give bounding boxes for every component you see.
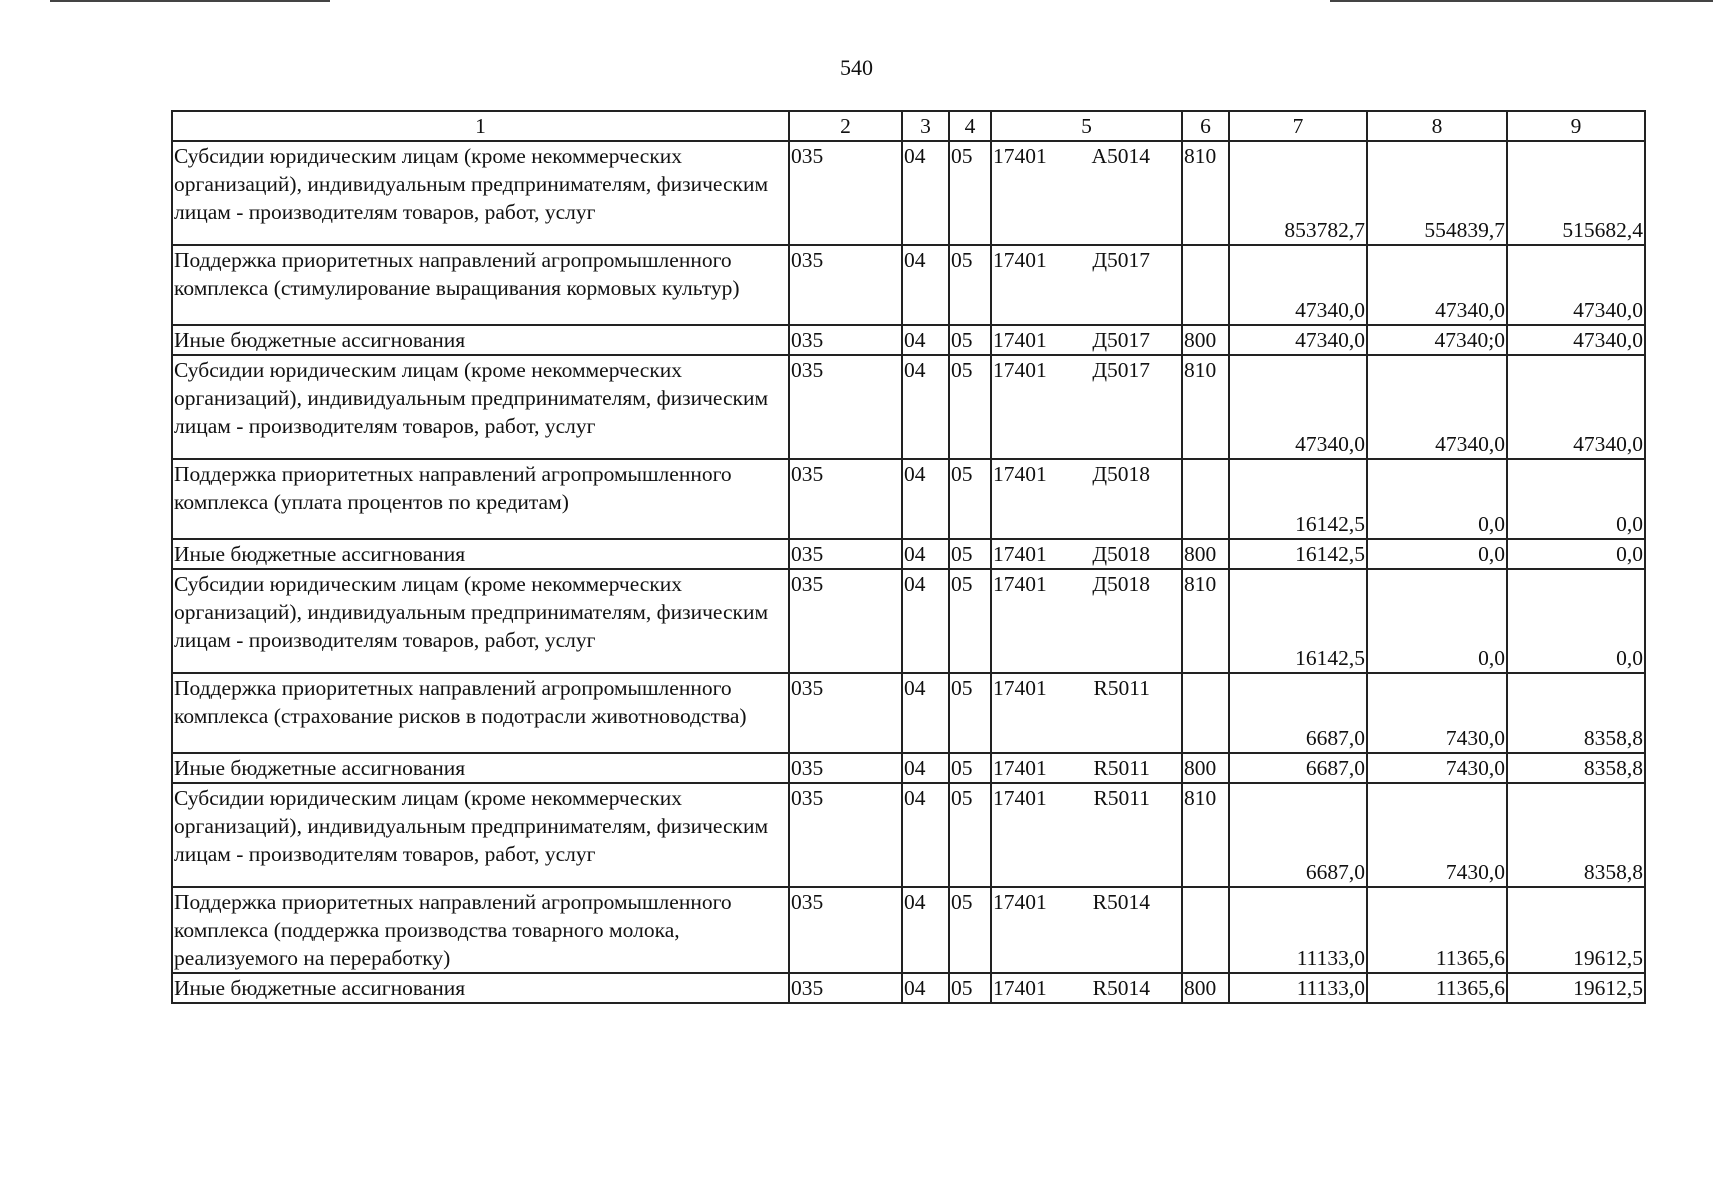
row-expense-type: 800	[1182, 325, 1229, 355]
table-row	[172, 973, 1645, 1003]
row-target-article-program: 17401	[993, 144, 1047, 168]
header-col-5: 5	[991, 111, 1182, 141]
row-section-code: 04	[902, 141, 949, 245]
row-target-article-direction: А5014	[1091, 144, 1150, 168]
row-subsection-code: 05	[949, 141, 991, 245]
row-ministry-code: 035	[789, 783, 902, 887]
row-target-article	[991, 459, 1182, 539]
page-number: 540	[840, 55, 873, 80]
row-target-article-direction: R5014	[1092, 890, 1150, 914]
row-subsection-code: 05	[949, 355, 991, 459]
row-amount-col-9: 0,0	[1507, 459, 1645, 539]
table-row	[172, 141, 1645, 245]
row-section-code: 04	[902, 783, 949, 887]
row-expense-type: 810	[1182, 355, 1229, 459]
row-target-article-direction: Д5017	[1092, 248, 1150, 272]
row-section-code: 04	[902, 459, 949, 539]
row-target-article-program: 17401	[993, 890, 1047, 914]
row-amount-col-7: 11133,0	[1229, 887, 1367, 973]
scan-edge-left	[50, 0, 330, 2]
row-target-article	[991, 539, 1182, 569]
row-expense-type: 810	[1182, 569, 1229, 673]
row-amount-col-7: 16142,5	[1229, 459, 1367, 539]
row-description: Субсидии юридическим лицам (кроме некоммерческих организаций), индивидуальным предпринимателям, физическим лицам - производителям товаров, работ, услуг	[172, 355, 789, 459]
row-target-article-direction: R5011	[1093, 756, 1150, 780]
row-target-article-program: 17401	[993, 756, 1047, 780]
row-target-article-program: 17401	[993, 248, 1047, 272]
row-section-code: 04	[902, 753, 949, 783]
row-target-article	[991, 325, 1182, 355]
table-row	[172, 539, 1645, 569]
row-description: Субсидии юридическим лицам (кроме некоммерческих организаций), индивидуальным предпринимателям, физическим лицам - производителям товаров, работ, услуг	[172, 783, 789, 887]
row-ministry-code: 035	[789, 887, 902, 973]
row-target-article-program: 17401	[993, 328, 1047, 352]
row-expense-type	[1182, 459, 1229, 539]
table-row	[172, 887, 1645, 973]
row-ministry-code: 035	[789, 673, 902, 753]
table-row	[172, 569, 1645, 673]
row-section-code: 04	[902, 887, 949, 973]
row-section-code: 04	[902, 973, 949, 1003]
row-amount-col-9: 19612,5	[1507, 973, 1645, 1003]
header-row	[172, 111, 1645, 141]
row-target-article-direction: R5014	[1092, 976, 1150, 1000]
row-ministry-code: 035	[789, 141, 902, 245]
row-amount-col-7: 16142,5	[1229, 539, 1367, 569]
row-description: Поддержка приоритетных направлений агропромышленного комплекса (страхование рисков в подотрасли животноводства)	[172, 673, 789, 753]
table-row	[172, 459, 1645, 539]
row-section-code: 04	[902, 539, 949, 569]
row-target-article	[991, 245, 1182, 325]
header-col-4: 4	[949, 111, 991, 141]
row-target-article-program: 17401	[993, 542, 1047, 566]
row-description: Субсидии юридическим лицам (кроме некоммерческих организаций), индивидуальным предпринимателям, физическим лицам - производителям товаров, работ, услуг	[172, 141, 789, 245]
row-target-article-program: 17401	[993, 976, 1047, 1000]
row-target-article-direction: Д5018	[1092, 572, 1150, 596]
row-expense-type: 800	[1182, 973, 1229, 1003]
row-target-article-direction: Д5018	[1092, 462, 1150, 486]
row-amount-col-8: 11365,6	[1367, 887, 1507, 973]
row-section-code: 04	[902, 325, 949, 355]
row-target-article-program: 17401	[993, 462, 1047, 486]
row-ministry-code: 035	[789, 355, 902, 459]
row-description: Иные бюджетные ассигнования	[172, 753, 789, 783]
table-row	[172, 783, 1645, 887]
row-subsection-code: 05	[949, 245, 991, 325]
row-amount-col-9: 8358,8	[1507, 753, 1645, 783]
scan-edge-right	[1330, 0, 1713, 2]
row-subsection-code: 05	[949, 673, 991, 753]
row-description: Поддержка приоритетных направлений агропромышленного комплекса (стимулирование выращивания кормовых культур)	[172, 245, 789, 325]
row-subsection-code: 05	[949, 569, 991, 673]
row-amount-col-7: 47340,0	[1229, 355, 1367, 459]
row-ministry-code: 035	[789, 539, 902, 569]
row-amount-col-8: 11365,6	[1367, 973, 1507, 1003]
table-row	[172, 245, 1645, 325]
row-amount-col-8: 554839,7	[1367, 141, 1507, 245]
row-target-article	[991, 887, 1182, 973]
row-subsection-code: 05	[949, 459, 991, 539]
row-target-article	[991, 753, 1182, 783]
row-amount-col-9: 8358,8	[1507, 673, 1645, 753]
row-amount-col-7: 6687,0	[1229, 753, 1367, 783]
row-expense-type	[1182, 245, 1229, 325]
row-expense-type	[1182, 673, 1229, 753]
row-target-article-direction: R5011	[1093, 676, 1150, 700]
row-description: Иные бюджетные ассигнования	[172, 539, 789, 569]
row-expense-type: 810	[1182, 783, 1229, 887]
row-subsection-code: 05	[949, 325, 991, 355]
row-amount-col-7: 6687,0	[1229, 673, 1367, 753]
row-amount-col-7: 47340,0	[1229, 245, 1367, 325]
row-amount-col-8: 7430,0	[1367, 753, 1507, 783]
row-subsection-code: 05	[949, 539, 991, 569]
row-subsection-code: 05	[949, 783, 991, 887]
table-row	[172, 753, 1645, 783]
row-section-code: 04	[902, 569, 949, 673]
row-amount-col-8: 7430,0	[1367, 673, 1507, 753]
row-expense-type: 800	[1182, 753, 1229, 783]
row-subsection-code: 05	[949, 753, 991, 783]
row-amount-col-8: 0,0	[1367, 569, 1507, 673]
row-expense-type: 800	[1182, 539, 1229, 569]
row-target-article-program: 17401	[993, 786, 1047, 810]
row-target-article	[991, 355, 1182, 459]
header-col-6: 6	[1182, 111, 1229, 141]
row-amount-col-8: 47340,0	[1367, 355, 1507, 459]
row-target-article	[991, 141, 1182, 245]
row-ministry-code: 035	[789, 245, 902, 325]
row-amount-col-9: 515682,4	[1507, 141, 1645, 245]
row-amount-col-7: 16142,5	[1229, 569, 1367, 673]
row-ministry-code: 035	[789, 569, 902, 673]
row-amount-col-7: 853782,7	[1229, 141, 1367, 245]
row-expense-type	[1182, 887, 1229, 973]
header-col-9: 9	[1507, 111, 1645, 141]
row-description: Поддержка приоритетных направлений агропромышленного комплекса (уплата процентов по кредитам)	[172, 459, 789, 539]
row-description: Субсидии юридическим лицам (кроме некоммерческих организаций), индивидуальным предпринимателям, физическим лицам - производителям товаров, работ, услуг	[172, 569, 789, 673]
budget-table	[171, 110, 1646, 1004]
row-amount-col-7: 47340,0	[1229, 325, 1367, 355]
row-amount-col-9: 19612,5	[1507, 887, 1645, 973]
row-section-code: 04	[902, 355, 949, 459]
row-subsection-code: 05	[949, 973, 991, 1003]
header-col-3: 3	[902, 111, 949, 141]
row-amount-col-8: 7430,0	[1367, 783, 1507, 887]
row-amount-col-8: 47340,0	[1367, 245, 1507, 325]
row-amount-col-7: 11133,0	[1229, 973, 1367, 1003]
header-col-7: 7	[1229, 111, 1367, 141]
table-row	[172, 355, 1645, 459]
row-amount-col-9: 47340,0	[1507, 325, 1645, 355]
row-description: Иные бюджетные ассигнования	[172, 325, 789, 355]
row-target-article-direction: Д5017	[1092, 358, 1150, 382]
row-target-article-program: 17401	[993, 676, 1047, 700]
row-amount-col-9: 0,0	[1507, 539, 1645, 569]
row-amount-col-8: 0,0	[1367, 539, 1507, 569]
row-amount-col-9: 8358,8	[1507, 783, 1645, 887]
header-col-2: 2	[789, 111, 902, 141]
row-section-code: 04	[902, 245, 949, 325]
row-amount-col-8: 47340;0	[1367, 325, 1507, 355]
row-target-article	[991, 783, 1182, 887]
row-ministry-code: 035	[789, 973, 902, 1003]
row-target-article-direction: Д5017	[1092, 328, 1150, 352]
row-target-article-direction: Д5018	[1092, 542, 1150, 566]
row-target-article-program: 17401	[993, 358, 1047, 382]
row-description: Иные бюджетные ассигнования	[172, 973, 789, 1003]
table-row	[172, 673, 1645, 753]
row-section-code: 04	[902, 673, 949, 753]
row-target-article	[991, 973, 1182, 1003]
row-target-article	[991, 673, 1182, 753]
table-row	[172, 325, 1645, 355]
row-ministry-code: 035	[789, 753, 902, 783]
row-target-article-direction: R5011	[1093, 786, 1150, 810]
row-amount-col-9: 47340,0	[1507, 355, 1645, 459]
row-ministry-code: 035	[789, 325, 902, 355]
row-target-article-program: 17401	[993, 572, 1047, 596]
row-description: Поддержка приоритетных направлений агропромышленного комплекса (поддержка производства товарного молока, реализуемого на переработку)	[172, 887, 789, 973]
row-ministry-code: 035	[789, 459, 902, 539]
row-expense-type: 810	[1182, 141, 1229, 245]
header-col-1: 1	[172, 111, 789, 141]
row-amount-col-9: 47340,0	[1507, 245, 1645, 325]
row-subsection-code: 05	[949, 887, 991, 973]
row-amount-col-8: 0,0	[1367, 459, 1507, 539]
row-amount-col-9: 0,0	[1507, 569, 1645, 673]
row-amount-col-7: 6687,0	[1229, 783, 1367, 887]
table-body	[172, 141, 1645, 1003]
row-target-article	[991, 569, 1182, 673]
header-col-8: 8	[1367, 111, 1507, 141]
